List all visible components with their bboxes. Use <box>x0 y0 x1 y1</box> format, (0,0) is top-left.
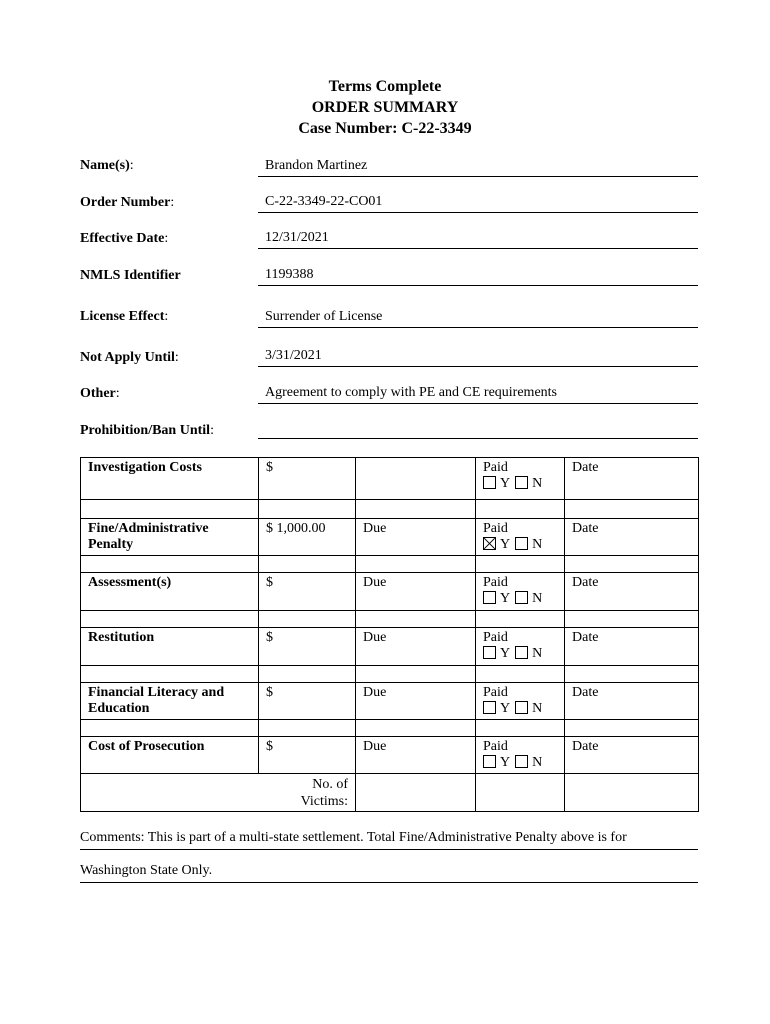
paid-label: Paid <box>483 460 508 475</box>
no-label: N <box>532 646 543 661</box>
paid-label: Paid <box>483 685 508 700</box>
paid-yes-checkbox-checked[interactable] <box>483 537 496 550</box>
paid-cell <box>476 573 565 611</box>
field-value-license-effect: Surrender of License <box>258 308 698 328</box>
paid-yes-checkbox[interactable] <box>483 591 496 604</box>
paid-label: Paid <box>483 521 508 536</box>
field-label-order-number: Order Number: <box>80 195 175 210</box>
paid-cell <box>476 628 565 666</box>
cost-name: Restitution <box>81 628 259 666</box>
date-cell: Date <box>565 519 699 556</box>
field-value-nmls-identifier: 1199388 <box>258 266 698 286</box>
cost-name: Assessment(s) <box>81 573 259 611</box>
paid-cell <box>476 737 565 774</box>
cost-amount: $ <box>259 573 356 611</box>
field-value-not-apply-until: 3/31/2021 <box>258 347 698 367</box>
table-row <box>81 737 699 774</box>
paid-no-checkbox[interactable] <box>515 701 528 714</box>
victims-label: No. of Victims: <box>81 774 356 812</box>
paid-yes-checkbox[interactable] <box>483 646 496 659</box>
cost-amount: $ <box>259 628 356 666</box>
no-label: N <box>532 591 543 606</box>
date-cell: Date <box>565 458 699 500</box>
cost-name: Fine/Administrative Penalty <box>81 519 259 556</box>
cost-amount: $ <box>259 683 356 720</box>
paid-no-checkbox[interactable] <box>515 476 528 489</box>
yes-label: Y <box>500 755 511 770</box>
table-row <box>81 458 699 500</box>
paid-yes-checkbox[interactable] <box>483 701 496 714</box>
field-label-license-effect: License Effect: <box>80 309 169 324</box>
table-row <box>81 683 699 720</box>
spacer-row <box>81 556 699 573</box>
date-cell: Date <box>565 737 699 774</box>
table-row <box>81 519 699 556</box>
paid-no-checkbox[interactable] <box>515 646 528 659</box>
field-value-effective-date: 12/31/2021 <box>258 229 698 249</box>
field-label-not-apply-until: Not Apply Until: <box>80 350 179 365</box>
cost-name: Cost of Prosecution <box>81 737 259 774</box>
cost-due <box>356 458 476 500</box>
paid-label: Paid <box>483 575 508 590</box>
paid-no-checkbox[interactable] <box>515 755 528 768</box>
cost-due: Due <box>356 683 476 720</box>
cost-due: Due <box>356 737 476 774</box>
cost-name: Investigation Costs <box>81 458 259 500</box>
yes-label: Y <box>500 701 511 716</box>
yes-label: Y <box>500 476 511 491</box>
victims-empty <box>476 774 565 812</box>
cost-due: Due <box>356 628 476 666</box>
no-label: N <box>532 537 543 552</box>
field-value-prohibition-ban-until <box>258 419 698 439</box>
case-number-heading: Case Number: C-22-3349 <box>298 120 472 137</box>
date-cell: Date <box>565 683 699 720</box>
cost-amount: $ <box>259 458 356 500</box>
comments-line-2: Washington State Only. <box>80 862 698 883</box>
field-label-names: Name(s): <box>80 158 134 173</box>
victims-row <box>81 774 699 812</box>
table-row <box>81 573 699 611</box>
costs-table <box>80 457 699 812</box>
comments-line-1: Comments: This is part of a multi-state settlement. Total Fine/Administrative Penalty above is for <box>80 829 698 850</box>
spacer-row <box>81 500 699 519</box>
cost-due: Due <box>356 519 476 556</box>
cost-amount: $ 1,000.00 <box>259 519 356 556</box>
victims-value <box>356 774 476 812</box>
document-subtitle: ORDER SUMMARY <box>311 99 459 116</box>
field-label-effective-date: Effective Date: <box>80 231 169 246</box>
paid-label: Paid <box>483 630 508 645</box>
yes-label: Y <box>500 591 511 606</box>
no-label: N <box>532 755 543 770</box>
spacer-row <box>81 611 699 628</box>
paid-cell <box>476 458 565 500</box>
field-label-nmls-identifier: NMLS Identifier <box>80 268 181 283</box>
paid-cell <box>476 683 565 720</box>
field-value-names: Brandon Martinez <box>258 157 698 177</box>
field-value-other: Agreement to comply with PE and CE requirements <box>258 384 698 404</box>
paid-no-checkbox[interactable] <box>515 537 528 550</box>
paid-cell <box>476 519 565 556</box>
cost-amount: $ <box>259 737 356 774</box>
no-label: N <box>532 476 543 491</box>
paid-no-checkbox[interactable] <box>515 591 528 604</box>
field-value-order-number: C-22-3349-22-CO01 <box>258 193 698 213</box>
document-title: Terms Complete <box>328 78 442 95</box>
table-row <box>81 628 699 666</box>
date-cell: Date <box>565 628 699 666</box>
field-label-other: Other: <box>80 386 120 401</box>
spacer-row <box>81 666 699 683</box>
spacer-row <box>81 720 699 737</box>
paid-yes-checkbox[interactable] <box>483 476 496 489</box>
date-cell: Date <box>565 573 699 611</box>
paid-yes-checkbox[interactable] <box>483 755 496 768</box>
yes-label: Y <box>500 646 511 661</box>
no-label: N <box>532 701 543 716</box>
paid-label: Paid <box>483 739 508 754</box>
yes-label: Y <box>500 537 511 552</box>
cost-due: Due <box>356 573 476 611</box>
victims-empty <box>565 774 699 812</box>
cost-name: Financial Literacy and Education <box>81 683 259 720</box>
field-label-prohibition-ban-until: Prohibition/Ban Until: <box>80 423 214 438</box>
